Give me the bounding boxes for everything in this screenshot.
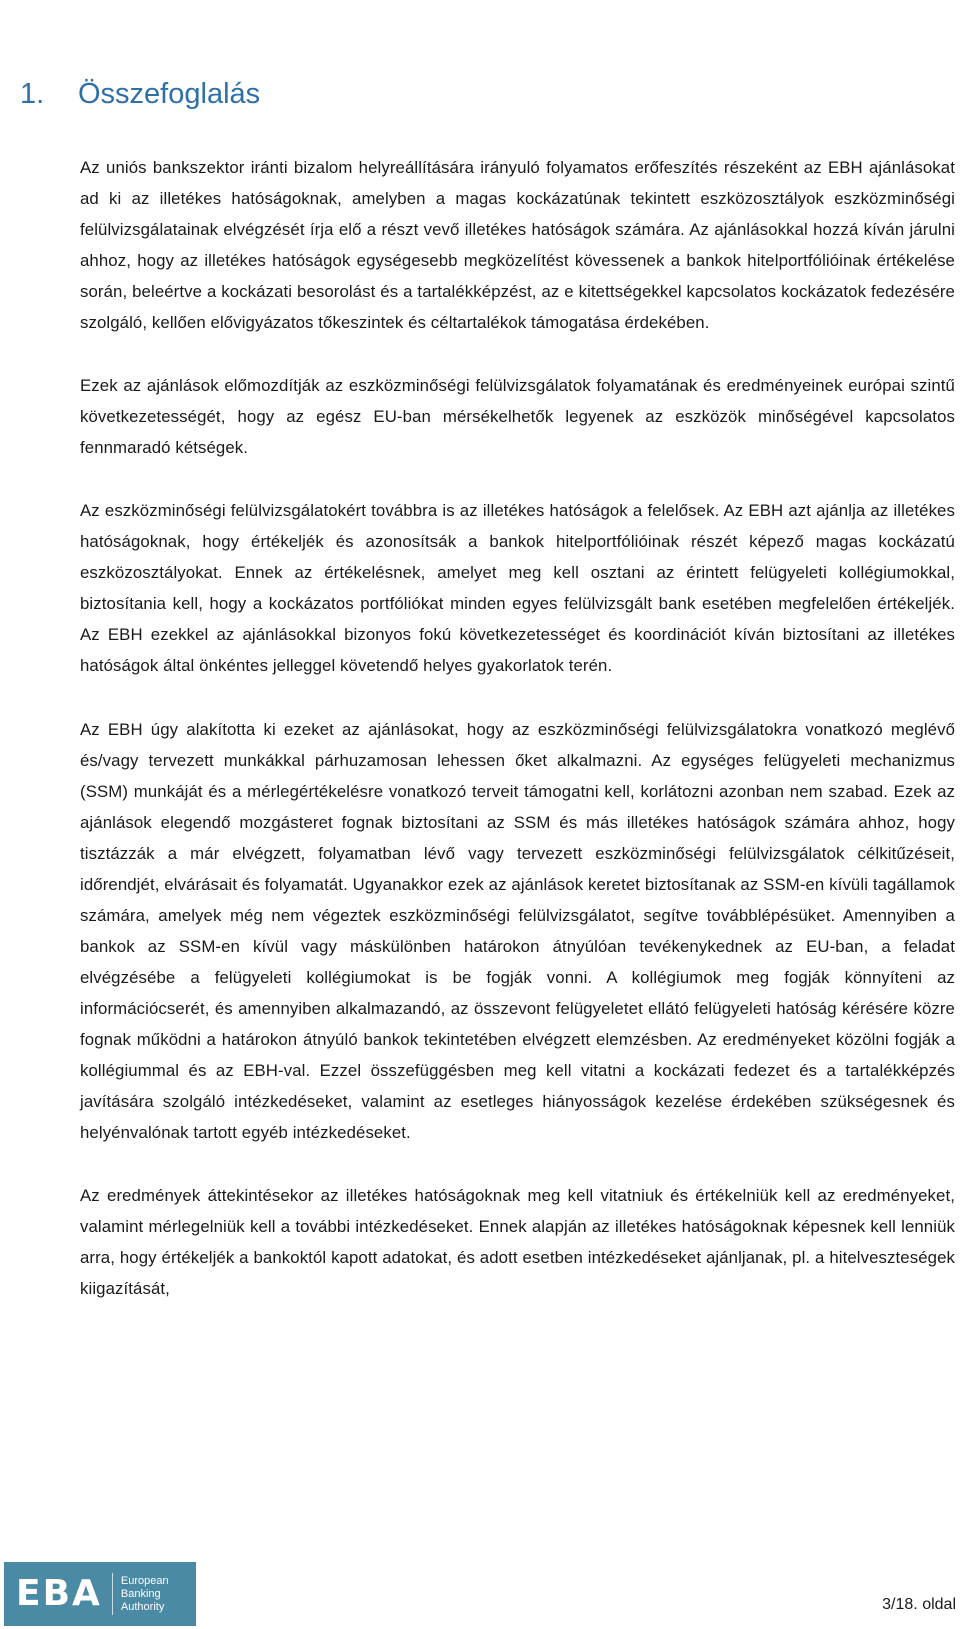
section-heading	[20, 78, 260, 111]
logo-line: Authority	[120, 1600, 165, 1613]
body-text	[80, 152, 955, 1334]
logo-line: Banking	[120, 1587, 161, 1600]
paragraph: Az eszközminőségi felülvizsgálatokért továbbra is az illetékes hatóságok a felelősek. Az EBH azt ajánlja az illetékes hatóságoknak, hogy értékeljék és azonosítsák a bankok hitelportfólióinak részét képező magas kockázatú eszközosztályokat. Ennek az értékelésnek, amelyet meg kell osztani az érintett felügyeleti kollégiumokkal, biztosítania kell, hogy a kockázatos portfóliókat minden egyes felülvizsgált bank esetében megfelelően értékeljék. Az EBH ezekkel az ajánlásokkal bizonyos fokú következetességet és koordinációt kíván biztosítani az illetékes hatóságok által önkéntes jelleggel követendő helyes gyakorlatok terén.	[80, 501, 955, 675]
section-title: Összefoglalás	[78, 78, 261, 110]
paragraph: Az uniós bankszektor iránti bizalom helyreállítására irányuló folyamatos erőfeszítés részeként az EBH ajánlásokat ad ki az illetékes hatóságoknak, amelyben a magas kockázatúnak tekintett eszközosztályok eszközminőségi felülvizsgálatainak elvégzését írja elő a részt vevő illetékes hatóságok számára. Az ajánlásokkal hozzá kíván járulni ahhoz, hogy az illetékes hatóságok egységesebb megközelítést kövessenek a bankok hitelportfólióinak értékelése során, beleértve a kockázati besorolást és a tartalékképzést, az e kitettségekkel kapcsolatos kockázatok fedezésére szolgáló, kellően elővigyázatos tőkeszintek és céltartalékok támogatása érdekében.	[80, 158, 955, 332]
eba-logo	[4, 1562, 196, 1626]
paragraph: Az eredmények áttekintésekor az illetékes hatóságoknak meg kell vitatniuk és értékelniük kell az eredményeket, valamint mérlegelniük kell a további intézkedéseket. Ennek alapján az illetékes hatóságoknak képesnek kell lenniük arra, hogy értékeljék a bankoktól kapott adatokat, és adott esetben intézkedéseket ajánljanak, pl. a hitelveszteségek kiigazítását,	[80, 1186, 955, 1298]
page-footer	[0, 1562, 960, 1629]
paragraph: Ezek az ajánlások előmozdítják az eszközminőségi felülvizsgálatok folyamatának és eredményeinek európai szintű következetességét, hogy az egész EU-ban mérsékelhetők legyenek az eszközök minőségével kapcsolatos fennmaradó kétségek.	[80, 376, 955, 457]
eba-logo-text	[121, 1575, 169, 1614]
eba-logo-mark: EBA	[16, 1573, 102, 1614]
section-number: 1.	[20, 78, 45, 110]
page-number: 3/18. oldal	[882, 1596, 956, 1613]
paragraph: Az EBH úgy alakította ki ezeket az ajánlásokat, hogy az eszközminőségi felülvizsgálatokra vonatkozó meglévő és/vagy tervezett munkákkal párhuzamosan lehessen őket alkalmazni. Az egységes felügyeleti mechanizmus (SSM) munkáját és a mérlegértékelésre vonatkozó terveit támogatni kell, korlátozni azonban nem szabad. Ezek az ajánlások elegendő mozgásteret fognak biztosítani az SSM és más illetékes hatóságok számára ahhoz, hogy tisztázzák a már elvégzett, folyamatban lévő vagy tervezett eszközminőségi felülvizsgálatok célkitűzéseit, időrendjét, elvárásait és folyamatát. Ugyanakkor ezek az ajánlások keretet biztosítanak az SSM-en kívüli tagállamok számára, amelyek még nem végeztek eszközminőségi felülvizsgálatot, segítve továbblépésüket. Amennyiben a bankok az SSM-en kívül vagy máskülönben határokon átnyúlóan tevékenykednek az EU-ban, a feladat elvégzésébe a felügyeleti kollégiumokat is be fogják vonni. A kollégiumok meg fogják könnyíteni az információcserét, és amennyiben alkalmazandó, az összevont felügyeletet ellátó felügyeleti hatóság kérésére közre fognak működni a határokon átnyúló bankok tekintetében elvégzett elemzésben. Az eredményeket közölni fogják a kollégiummal és az EBH-val. Ezzel összefüggésben meg kell vitatni a kockázati fedezet és a tartalékképzés javítására szolgáló intézkedéseket, valamint az esetleges hiányosságok kezelése érdekében szükségesnek és helyénvalónak tartott egyéb intézkedéseket.	[80, 720, 955, 1142]
logo-divider	[112, 1573, 113, 1615]
logo-line: European	[120, 1574, 169, 1587]
